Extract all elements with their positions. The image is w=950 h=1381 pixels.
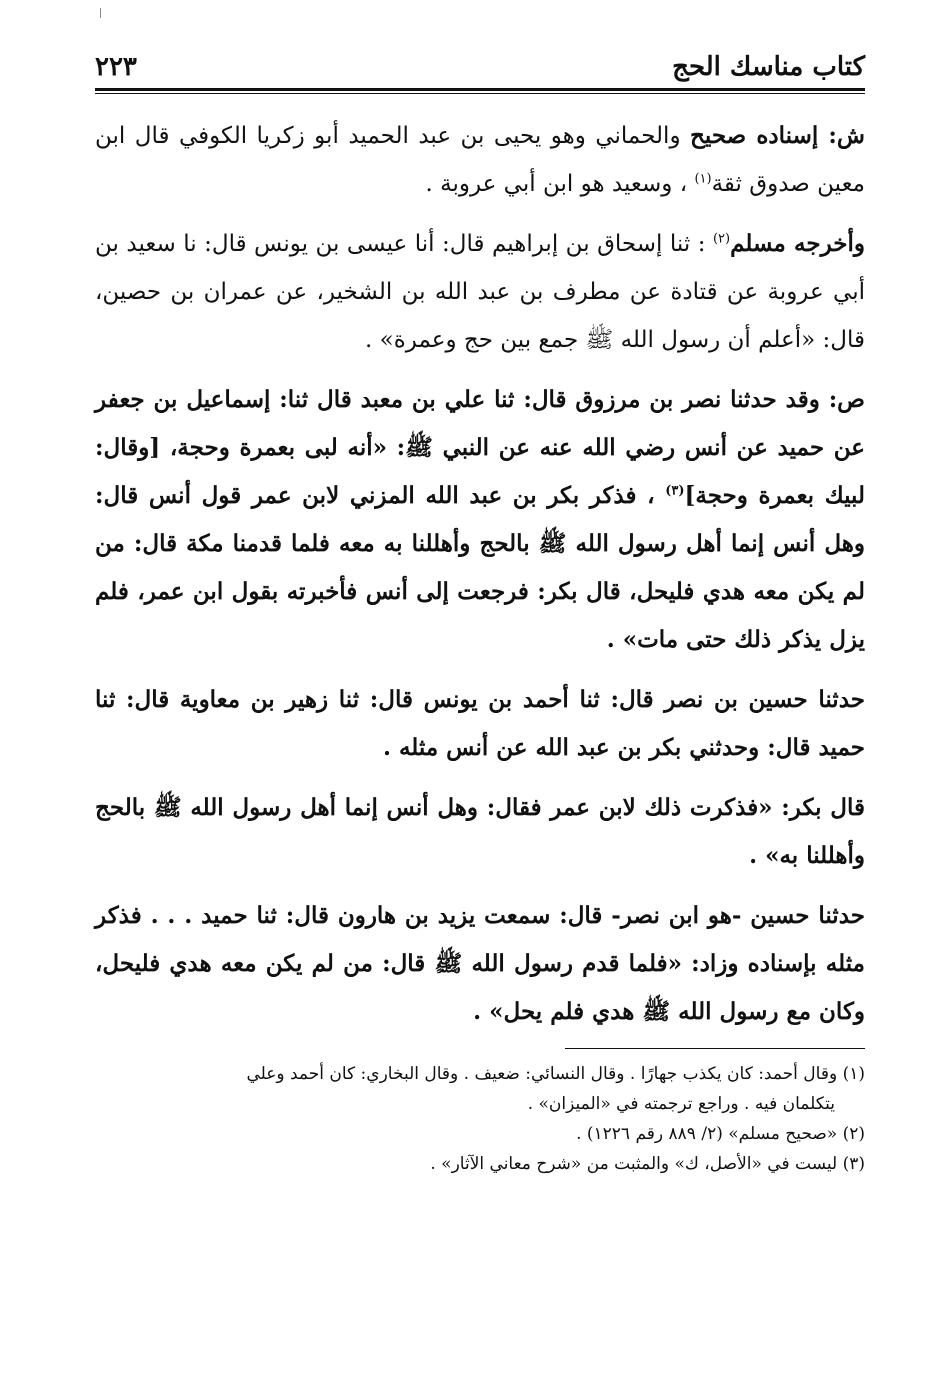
source-paragraph-1 (95, 376, 865, 664)
scan-mark (100, 8, 101, 18)
paragraph-text: حدثنا حسين بن نصر قال: ثنا أحمد بن يونس قال: ثنا زهير بن معاوية قال: ثنا حميد قال: وحدثني بكر بن عبد الله عن أنس مثله . (95, 686, 865, 761)
footnote-ref-2: (٢) (712, 231, 731, 247)
footnotes (95, 1059, 865, 1179)
footnote-1-continued: يتكلمان فيه . وراجع ترجمته في «الميزان» . (527, 1094, 835, 1114)
source-paragraph-2 (95, 676, 865, 772)
paragraph-tail: ، فذكر بكر بن عبد الله المزني لابن عمر قول أنس قال: وهل أنس إنما أهل رسول الله ﷺ بالحج وأهللنا به معه فلما قدمنا مكة قال: من لم يكن معه هدي فليحل، قال بكر: فرجعت إلى أنس فأخبرته بقول ابن عمر، فلم يزل يذكر ذلك حتى مات» . (95, 482, 865, 653)
footnote-3: (٣) ليست في «الأصل، ك» والمثبت من «شرح معاني الآثار» . (430, 1154, 865, 1174)
footnote-separator (565, 1048, 865, 1049)
paragraph-tail: ، وسعيد هو ابن أبي عروبة . (425, 171, 688, 197)
commentary-paragraph-2 (95, 220, 865, 364)
book-page (95, 30, 865, 1179)
footnote-2: (٢) «صحيح مسلم» (٢/ ٨٨٩ رقم ١٢٢٦) . (576, 1124, 865, 1144)
paragraph-text: ص: وقد حدثنا نصر بن مرزوق قال: ثنا علي بن معبد قال ثنا: إسماعيل بن جعفر عن حميد عن أنس رضي الله عنه عن النبي ﷺ: «أنه لبى بعمرة وحجة، [وقال: لبيك بعمرة وحجة] (95, 386, 865, 509)
footnote-ref-3: (٣) (665, 483, 685, 499)
commentary-paragraph-1 (95, 112, 865, 208)
paragraph-text: حدثنا حسين -هو ابن نصر- قال: سمعت يزيد بن هارون قال: ثنا حميد . . . فذكر مثله بإسناده وزاد: «فلما قدم رسول الله ﷺ قال: من لم يكن معه هدي فليحل، وكان مع رسول الله ﷺ هدي فلم يحل» . (95, 902, 865, 1025)
footnote-ref-1: (١) (694, 171, 712, 187)
footnote-1: (١) وقال أحمد: كان يكذب جهارًا . وقال النسائي: ضعيف . وقال البخاري: كان أحمد وعلي (246, 1064, 865, 1084)
header-rule-thin (95, 93, 865, 94)
paragraph-lead: ش: إسناده صحيح (690, 122, 865, 149)
source-paragraph-3 (95, 784, 865, 880)
source-paragraph-4 (95, 892, 865, 1036)
main-text (95, 112, 865, 1036)
paragraph-text: والحماني وهو يحيى بن عبد الحميد أبو زكريا الكوفي قال ابن معين صدوق ثقة (95, 123, 865, 197)
paragraph-text: قال بكر: «فذكرت ذلك لابن عمر فقال: وهل أنس إنما أهل رسول الله ﷺ بالحج وأهللنا به» . (95, 794, 865, 869)
paragraph-text: : ثنا إسحاق بن إبراهيم قال: أنا عيسى بن يونس قال: نا سعيد بن أبي عروبة عن قتادة عن مطرف بن عبد الله بن الشخير، عن عمران بن حصين، قال: «أعلم أن رسول الله ﷺ جمع بين حج وعمرة» . (95, 231, 865, 353)
book-title: كتاب مناسك الحج (672, 52, 865, 82)
page-number: ٢٢٣ (95, 52, 137, 82)
header-rule-thick (95, 88, 865, 91)
paragraph-lead: وأخرجه مسلم (730, 230, 865, 257)
running-header (95, 30, 865, 82)
